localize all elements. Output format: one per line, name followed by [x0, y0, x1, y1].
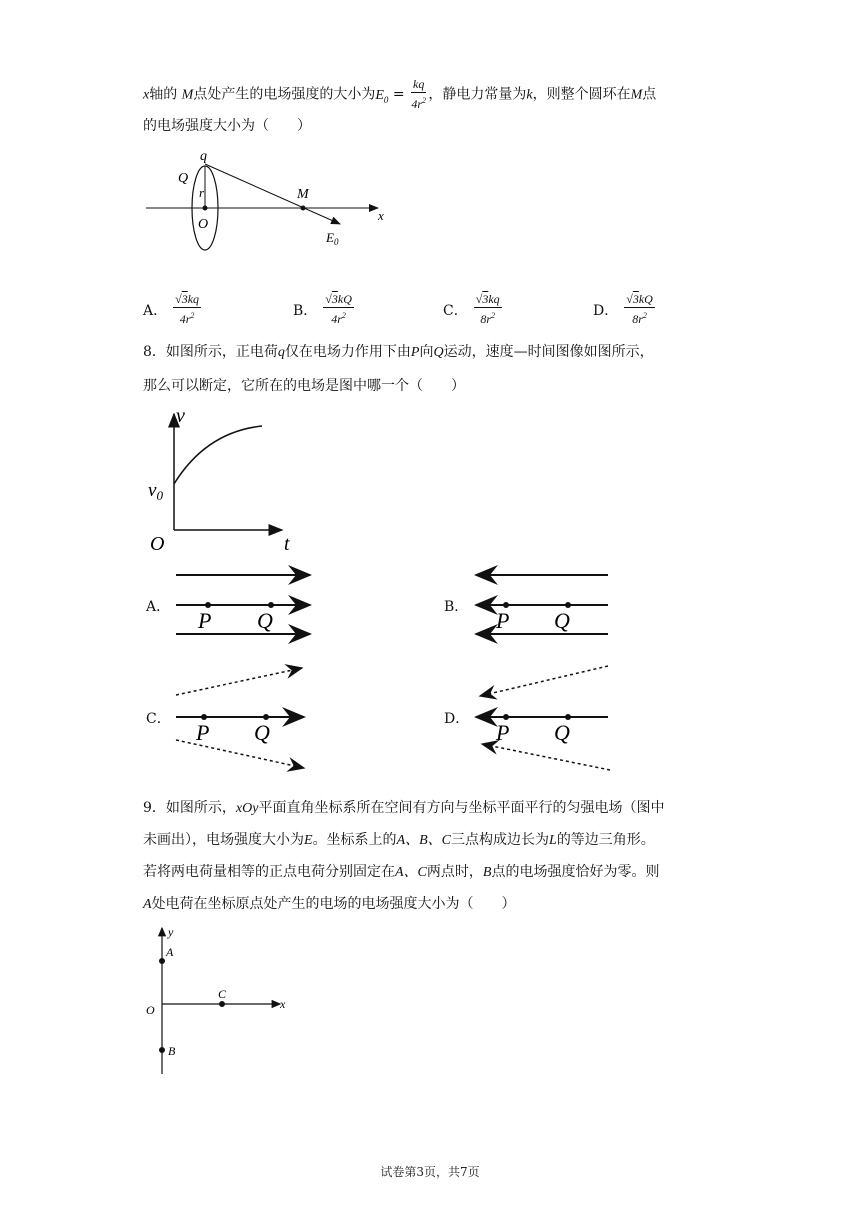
svg-text:P: P — [196, 720, 210, 745]
q9-stem-line1: 9．如图所示，xOy平面直角坐标系所在空间有方向与坐标平面平行的匀强电场（图中 — [143, 800, 665, 816]
label-r: r — [199, 185, 205, 200]
q7-option-A[interactable]: A． $\frac{√3kq}{4r^2}$ — [143, 292, 200, 326]
svg-text:O: O — [146, 1003, 155, 1017]
svg-text:A: A — [166, 945, 174, 959]
q8-option-A-letter[interactable]: A． — [146, 599, 171, 615]
velocity-curve — [174, 426, 262, 484]
var-x: x — [143, 87, 150, 103]
label-v0: $v_0$ — [148, 480, 163, 503]
label-E0: $E_0$ — [326, 230, 339, 247]
label-Q: Q — [178, 171, 189, 186]
svg-text:P: P — [496, 608, 510, 633]
q9-coordinate-figure — [140, 922, 300, 1082]
label-x: x — [378, 208, 384, 223]
point-M — [301, 206, 306, 211]
svg-text:P: P — [496, 720, 510, 745]
q8-option-D-figure[interactable] — [470, 660, 620, 774]
label-t: t — [284, 533, 290, 555]
field-line — [205, 164, 340, 224]
q7-option-C[interactable]: C． $\frac{√3kq}{8r^2}$ — [443, 292, 500, 326]
q8-option-C-figure[interactable] — [170, 660, 320, 774]
q7-option-B[interactable]: B． $\frac{√3kQ}{4r^2}$ — [293, 292, 352, 326]
svg-text:Q: Q — [554, 608, 570, 633]
q8-option-B-letter[interactable]: B． — [444, 599, 469, 615]
page-footer: 试卷第3页，共7页 — [380, 1165, 480, 1179]
q7-stem-line2: 的电场强度大小为（ ） — [143, 118, 311, 134]
point-B — [159, 1047, 165, 1053]
svg-text:Q: Q — [254, 720, 270, 745]
q9-stem-line3: 若将两电荷量相等的正点电荷分别固定在A、C两点时，B点的电场强度恰好为零。则 — [143, 864, 660, 880]
q8-option-D-letter[interactable]: D． — [444, 711, 470, 727]
q7-stem-line1: x轴的 M点处产生的电场强度的大小为$E_0$ = $\frac{kq}{4r^2}$ ，静电力常量为k，则整个圆环在M点 — [143, 77, 657, 111]
q8-stem-line2: 那么可以断定，它所在的电场是图中哪一个（ ） — [143, 378, 465, 394]
svg-text:x: x — [280, 997, 286, 1011]
q8-option-B-figure[interactable] — [470, 564, 620, 646]
q9-stem-line4: A处电荷在坐标原点处产生的电场的电场强度大小为（ ） — [143, 896, 516, 912]
q7-ring-figure — [140, 140, 400, 252]
point-C — [219, 1001, 225, 1007]
svg-text:Q: Q — [257, 608, 273, 633]
q9-stem-line2: 未画出），电场强度大小为E。坐标系上的A、B、C三点构成边长为L的等边三角形。 — [143, 832, 655, 848]
q8-vt-graph — [146, 404, 316, 556]
svg-text:y: y — [168, 925, 174, 939]
label-O: O — [150, 533, 165, 555]
svg-text:P: P — [198, 608, 212, 633]
svg-text:B: B — [168, 1044, 176, 1058]
e0-formula: $\frac{kq}{4r^2}$ — [411, 77, 427, 111]
point-A — [159, 958, 165, 964]
label-O: O — [198, 217, 209, 232]
point-O — [203, 206, 208, 211]
svg-text:C: C — [218, 987, 227, 1001]
label-q: q — [200, 149, 207, 164]
label-v: v — [176, 405, 185, 427]
q8-option-A-figure[interactable] — [170, 564, 320, 646]
q8-option-C-letter[interactable]: C． — [146, 711, 171, 727]
e0-symbol: $E_0$ — [375, 87, 389, 105]
label-M: M — [297, 187, 309, 202]
q7-option-D[interactable]: D． $\frac{√3kQ}{8r^2}$ — [593, 292, 653, 326]
svg-text:Q: Q — [554, 720, 570, 745]
q8-stem-line1: 8．如图所示，正电荷q仅在电场力作用下由P向Q运动，速度—时间图像如图所示， — [143, 344, 654, 360]
